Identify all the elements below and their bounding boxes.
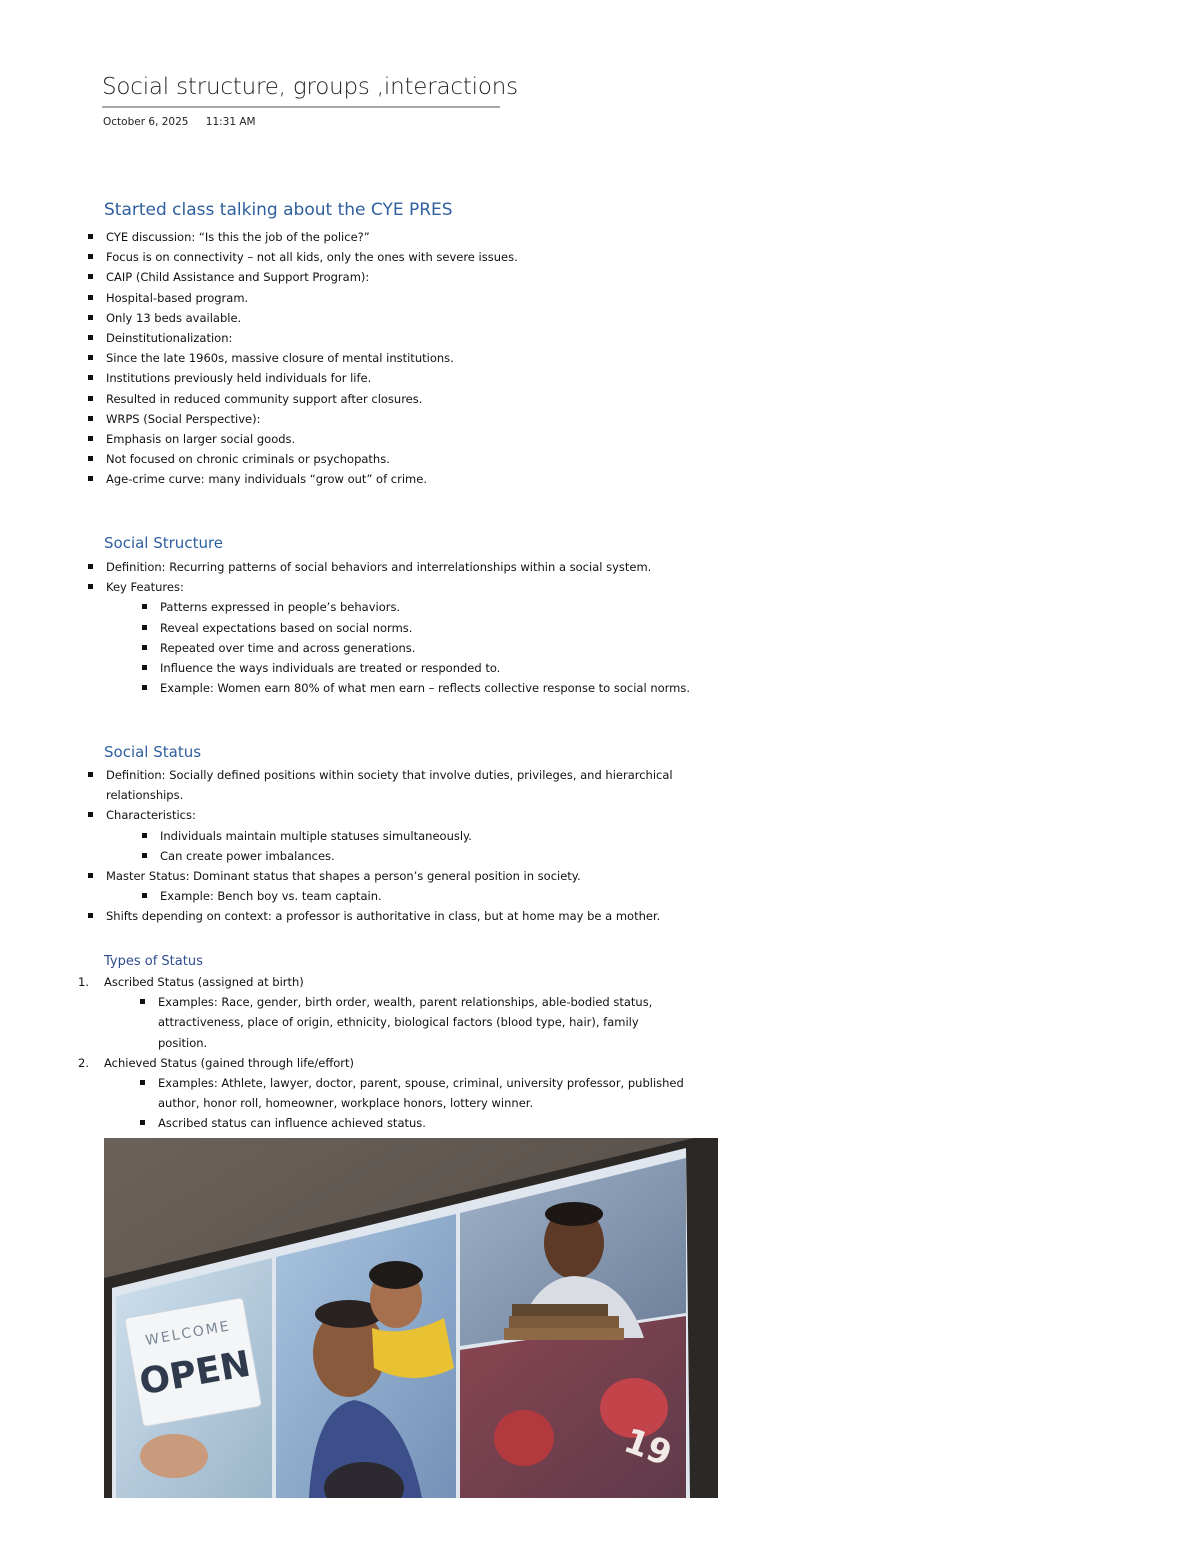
characteristics-label: Characteristics:	[106, 808, 196, 823]
list-item	[78, 1053, 688, 1134]
section-heading-social-structure: Social Structure	[104, 534, 224, 552]
list-item: Individuals maintain multiple statuses simultaneously.	[142, 826, 688, 846]
achieved-status-label: Achieved Status (gained through life/effort)	[104, 1055, 355, 1070]
page-meta	[103, 116, 256, 128]
open-sign	[124, 1298, 261, 1427]
list-item: Institutions previously held individuals for life.	[88, 368, 728, 388]
achieved-sublist	[104, 1073, 688, 1134]
title-underline	[102, 106, 500, 108]
jersey-number-text: 19	[618, 1420, 677, 1475]
characteristics-list	[106, 826, 688, 866]
list-item: Examples: Athlete, lawyer, doctor, parent, spouse, criminal, university professor, published author, honor roll, homeowner, workplace honors, lottery winner.	[140, 1073, 688, 1113]
list-item: Since the late 1960s, massive closure of mental institutions.	[88, 348, 728, 368]
list-item: Example: Bench boy vs. team captain.	[142, 886, 688, 906]
list-item: Not focused on chronic criminals or psychopaths.	[88, 449, 728, 469]
hand-shape	[140, 1434, 208, 1478]
list-item: Influence the ways individuals are treated or responded to.	[142, 658, 728, 678]
list-item	[88, 805, 688, 866]
key-features-label: Key Features:	[106, 580, 184, 595]
list-item: CYE discussion: “Is this the job of the police?”	[88, 227, 728, 247]
list-item: Definition: Socially defined positions within society that involve duties, privileges, and hierarchical relationships.	[88, 765, 688, 805]
page-title: Social structure, groups ,interactions	[102, 74, 518, 100]
list-item: Example: Women earn 80% of what men earn – reflects collective response to social norms.	[142, 678, 728, 698]
master-status-sublist	[106, 886, 688, 906]
list-item: Only 13 beds available.	[88, 308, 728, 328]
list-item: Can create power imbalances.	[142, 846, 688, 866]
list-item: Ascribed status can influence achieved status.	[140, 1113, 688, 1133]
master-status-text: Master Status: Dominant status that shapes a person’s general position in society.	[106, 869, 581, 884]
lecture-photo	[104, 1138, 718, 1498]
list-item	[78, 972, 688, 1053]
list-item: Focus is on connectivity – not all kids, only the ones with severe issues.	[88, 247, 728, 267]
status-list	[88, 765, 688, 927]
types-list	[78, 972, 688, 1134]
section-heading-types-of-status: Types of Status	[104, 954, 203, 969]
ascribed-status-label: Ascribed Status (assigned at birth)	[104, 975, 304, 989]
list-item: Definition: Recurring patterns of social behaviors and interrelationships within a social system.	[88, 557, 728, 577]
list-item: Deinstitutionalization:	[88, 328, 728, 348]
list-item: WRPS (Social Perspective):	[88, 409, 728, 429]
list-item: Examples: Race, gender, birth order, wealth, parent relationships, able-bodied status, attractiveness, place of origin, ethnicity, biological factors (blood type, hair), family position.	[140, 992, 688, 1053]
list-item: Patterns expressed in people’s behaviors.	[142, 597, 728, 617]
lecture-photo-drawing	[104, 1138, 718, 1498]
list-item: Hospital-based program.	[88, 288, 728, 308]
list-number: 1.	[78, 975, 89, 989]
list-item: Age-crime curve: many individuals “grow out” of crime.	[88, 469, 728, 489]
ascribed-sublist	[104, 992, 688, 1053]
list-item	[88, 577, 728, 698]
cye-list	[88, 227, 728, 490]
structure-list	[88, 557, 728, 698]
key-features-list	[106, 597, 728, 698]
list-item: Emphasis on larger social goods.	[88, 429, 728, 449]
page-date: October 6, 2025	[103, 116, 189, 128]
list-number: 2.	[78, 1055, 89, 1070]
sign-main-text: OPEN	[136, 1343, 254, 1404]
sign-top-text: WELCOME	[144, 1318, 232, 1350]
list-item	[88, 866, 688, 906]
page-time: 11:31 AM	[205, 116, 256, 128]
list-item: Resulted in reduced community support after closures.	[88, 389, 728, 409]
list-item: Reveal expectations based on social norms.	[142, 618, 728, 638]
section-heading-cye: Started class talking about the CYE PRES	[104, 200, 453, 220]
section-heading-social-status: Social Status	[104, 743, 202, 761]
list-item: Shifts depending on context: a professor is authoritative in class, but at home may be a mother.	[88, 906, 688, 926]
list-item: CAIP (Child Assistance and Support Program):	[88, 267, 728, 287]
list-item: Repeated over time and across generations.	[142, 638, 728, 658]
